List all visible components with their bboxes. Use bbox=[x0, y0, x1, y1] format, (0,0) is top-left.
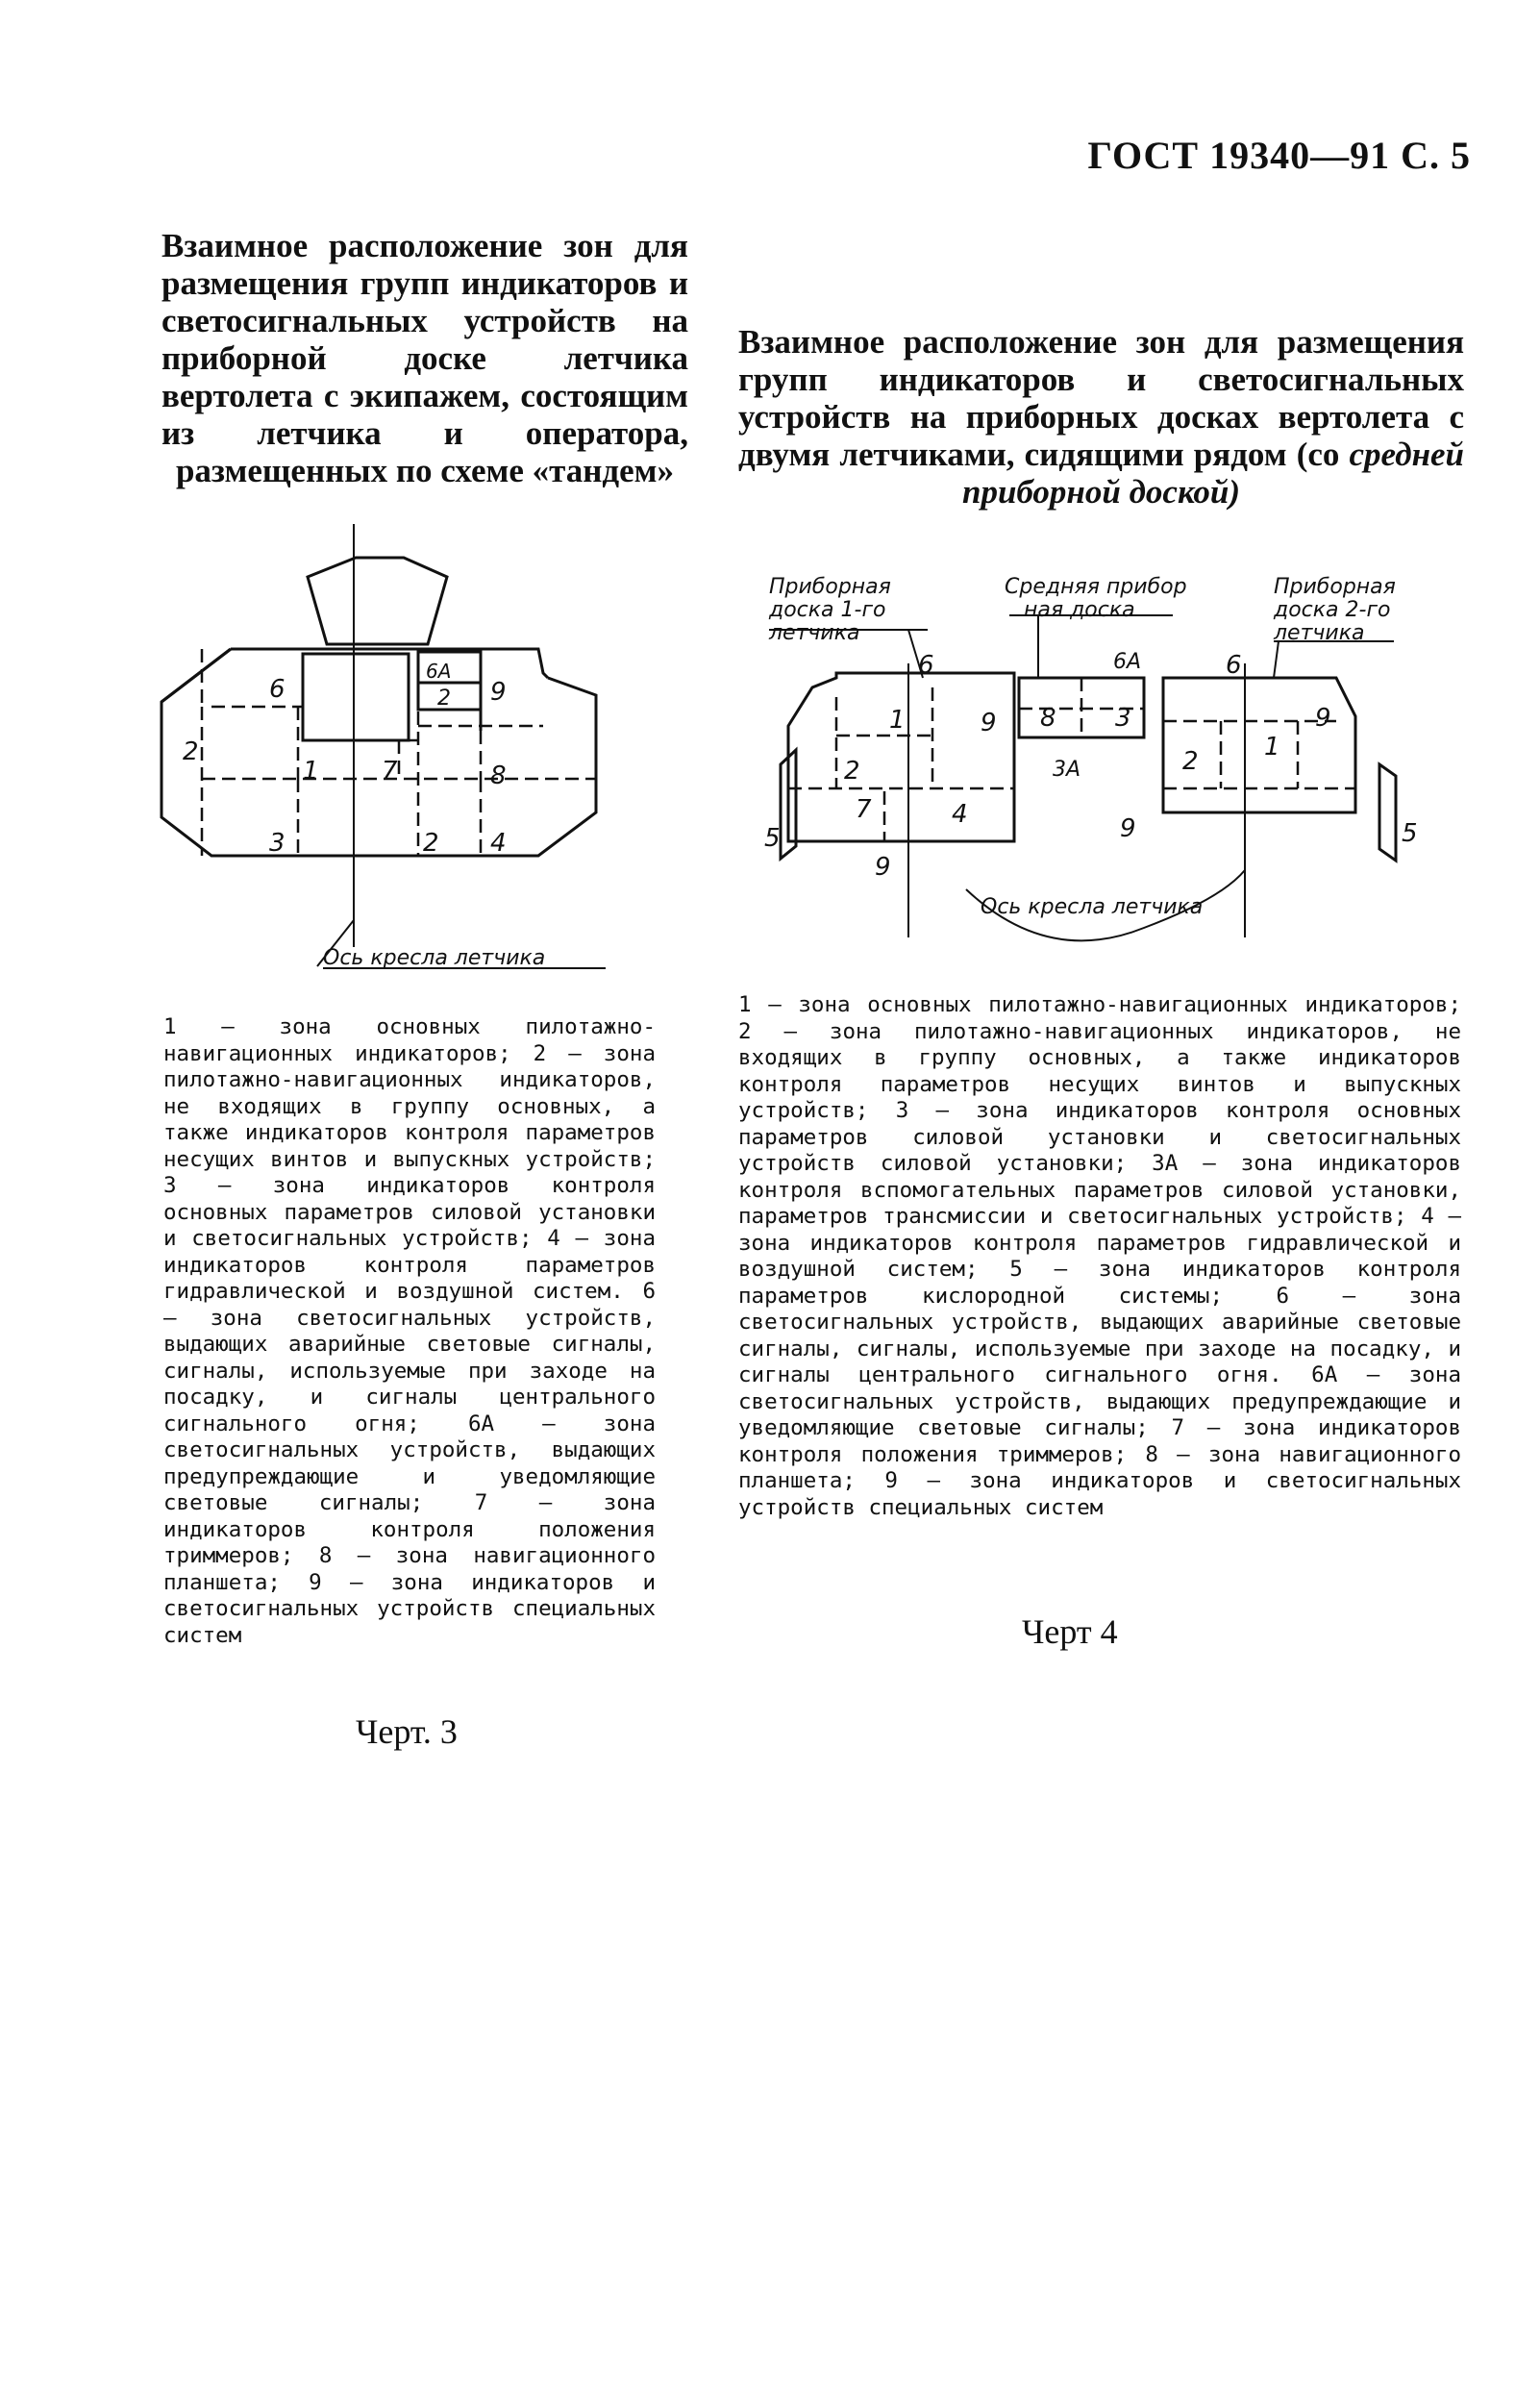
side-by-side-panels-diagram bbox=[759, 572, 1452, 957]
zone-label: 1 bbox=[1264, 733, 1280, 762]
panel-label-right: Приборная доска 2-го летчика bbox=[1274, 575, 1396, 645]
left-figure-title: Взаимное расположение зон для размещения групп индикаторов и светосигнальных устройств на приборной доске летчика вертолета с экипажем, состоящим из летчика и оператора, размещенных по схеме «тандем» bbox=[161, 227, 688, 489]
zone-label: 2 bbox=[1182, 747, 1199, 776]
right-caption: Черт 4 bbox=[1022, 1612, 1118, 1651]
zone-label: 1 bbox=[303, 757, 319, 786]
zone-label: 3 bbox=[269, 829, 286, 858]
zone-label: 3 bbox=[1115, 704, 1131, 733]
zone-label: 6А bbox=[1113, 650, 1142, 674]
axis-label: Ось кресла летчика bbox=[981, 895, 1204, 919]
right-figure-title bbox=[738, 323, 1464, 511]
zone-label: 7 bbox=[382, 757, 398, 786]
zone-label: 9 bbox=[1315, 704, 1331, 733]
page-header: ГОСТ 19340—91 С. 5 bbox=[1087, 134, 1471, 177]
zone-label: 3А bbox=[1053, 758, 1081, 782]
zone-label: 9 bbox=[875, 853, 891, 882]
zone-label: 4 bbox=[490, 829, 507, 858]
zone-label: 1 bbox=[889, 706, 906, 735]
zone-label: 4 bbox=[952, 800, 968, 829]
panel-outline-main bbox=[161, 649, 596, 856]
right-panel-outline bbox=[1163, 678, 1355, 812]
zone-label: 5 bbox=[764, 824, 781, 853]
left-panel-outline bbox=[788, 673, 1014, 841]
right-title-main: Взаимное расположение зон для размещения групп индикаторов и светосигнальных устройств на приборных досках вертолета с двумя летчиками, сидящими рядом (со bbox=[738, 323, 1464, 473]
zone-label: 9 bbox=[490, 678, 507, 707]
panel-label-left: Приборная доска 1-го летчика bbox=[769, 575, 891, 645]
panel-top-cap bbox=[308, 558, 447, 644]
zone-label: 2 bbox=[183, 737, 199, 766]
right-title-italic: средней приборной доской) bbox=[961, 436, 1465, 511]
panel-label-center: Средняя прибор ная доска bbox=[1005, 575, 1187, 622]
zone-label: 9 bbox=[981, 709, 997, 737]
right-legend: 1 — зона основных пилотажно-навигационных индикаторов; 2 — зона пилотажно-навигационных индикаторов, не входящих в группу основных, а также индикаторов контроля параметров несущих винтов и выпускных устройств; 3 — зона индикаторов контроля основных параметров силовой установки и светосигнальных устройств силовой установки; 3А — зона индикаторов контроля вспомогательных параметров силовой установки, параметров трансмиссии и светосигнальных устройств; 4 — зона индикаторов контроля параметров гидравлической и воздушной систем; 5 — зона индикаторов контроля параметров кислородной системы; 6 — зона светосигнальных устройств, выдающих аварийные световые сигналы, сигналы, используемые при заходе на посадку, и сигналы центрального сигнального огня. 6А — зона светосигнальных устройств, выдающих предупреждающие и уведомляющие световые сигналы; 7 — зона индикаторов контроля положения триммеров; 8 — зона навигационного планшета; 9 — зона индикаторов и светосигнальных устройств специальных систем bbox=[738, 992, 1461, 1520]
zone-label: 6 bbox=[1226, 651, 1242, 680]
zone-center-box bbox=[303, 654, 409, 740]
zone-label: 6 bbox=[269, 675, 286, 704]
panel-left-shoulder bbox=[161, 649, 231, 702]
left-legend: 1 — зона основных пилотажно-навигационных индикаторов; 2 — зона пилотажно-навигационных индикаторов, не входящих в группу основных, а также индикаторов контроля параметров несущих винтов и выпускных устройств; 3 — зона индикаторов контроля основных параметров силовой установки и светосигнальных устройств; 4 — зона индикаторов контроля параметров гидравлической и воздушной систем. 6 — зона светосигнальных устройств, выдающих аварийные световые сигналы, сигналы, используемые при заходе на посадку, и сигналы центрального сигнального огня; 6А — зона светосигнальных устройств, выдающих предупреждающие и уведомляющие световые сигналы; 7 — зона индикаторов контроля положения триммеров; 8 — зона навигационного планшета; 9 — зона индикаторов и светосигнальных устройств специальных систем bbox=[163, 1014, 656, 1648]
zone-label: 8 bbox=[1040, 704, 1056, 733]
right-strip-5 bbox=[1379, 764, 1396, 861]
zone-label: 2 bbox=[844, 757, 860, 786]
zone-label: 8 bbox=[490, 762, 507, 790]
left-caption: Черт. 3 bbox=[356, 1712, 458, 1751]
zone-label: 2 bbox=[423, 829, 439, 858]
zone-label: 7 bbox=[856, 795, 872, 824]
zone-label: 9 bbox=[1120, 814, 1136, 843]
axis-label: Ось кресла летчика bbox=[323, 946, 546, 970]
tandem-panel-diagram bbox=[154, 524, 654, 976]
zone-label: 6 bbox=[918, 651, 934, 680]
zone-label: 2 bbox=[437, 687, 451, 711]
zone-label: 6А bbox=[426, 660, 452, 683]
zone-label: 5 bbox=[1402, 819, 1418, 848]
